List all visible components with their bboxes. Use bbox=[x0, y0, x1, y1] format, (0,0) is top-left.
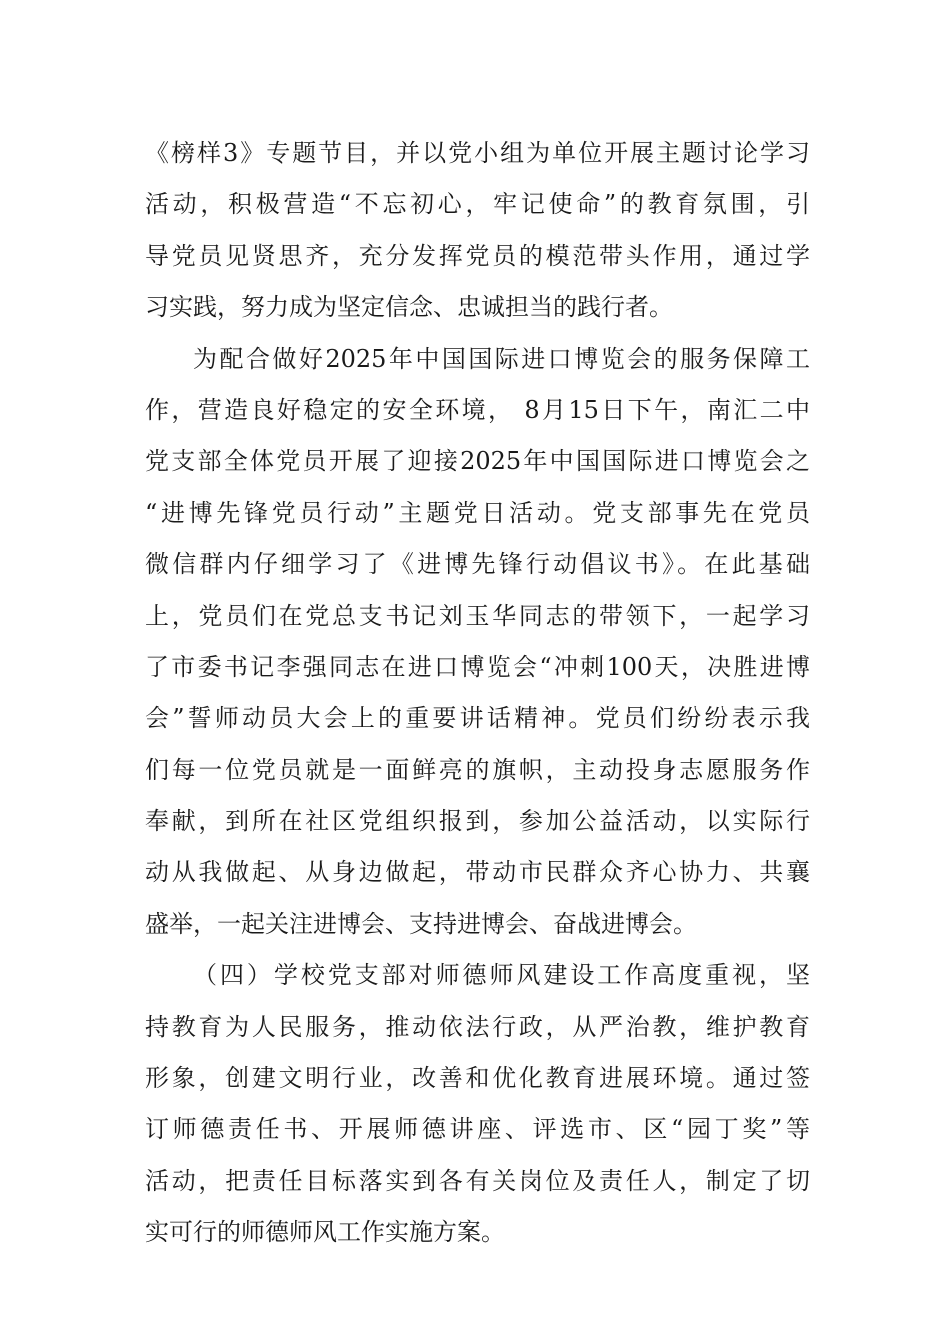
paragraph-line: “进博先锋党员行动”主题党日活动。党支部事先在党员 bbox=[145, 498, 810, 527]
paragraph-line: 订师德责任书、开展师德讲座、评选市、区“园丁奖”等 bbox=[145, 1115, 810, 1144]
paragraph-line: 党支部全体党员开展了迎接2025年中国国际进口博览会之 bbox=[145, 447, 810, 476]
paragraph-line: 微信群内仔细学习了《进博先锋行动倡议书》。在此基础 bbox=[145, 550, 810, 579]
paragraph-line: 活动，积极营造“不忘初心，牢记使命”的教育氛围，引 bbox=[145, 190, 810, 219]
paragraph-line: 形象，创建文明行业，改善和优化教育进展环境。通过签 bbox=[145, 1064, 810, 1093]
paragraph-3 bbox=[145, 950, 810, 1258]
paragraph-line: 奉献，到所在社区党组织报到，参加公益活动，以实际行 bbox=[145, 807, 810, 836]
paragraph-line: 作，营造良好稳定的安全环境， 8月15日下午，南汇二中 bbox=[145, 395, 810, 424]
paragraph-line: 动从我做起、从身边做起，带动市民群众齐心协力、共襄 bbox=[145, 858, 810, 887]
paragraph-line: 们每一位党员就是一面鲜亮的旗帜，主动投身志愿服务作 bbox=[145, 755, 810, 784]
paragraph-line: （四）学校党支部对师德师风建设工作高度重视，坚 bbox=[193, 961, 810, 990]
paragraph-line: 为配合做好2025年中国国际进口博览会的服务保障工 bbox=[193, 344, 810, 373]
paragraph-1 bbox=[145, 128, 810, 334]
document-body bbox=[145, 128, 810, 1259]
paragraph-line: 《榜样3》专题节目，并以党小组为单位开展主题讨论学习 bbox=[145, 139, 810, 167]
paragraph-line: 会”誓师动员大会上的重要讲话精神。党员们纷纷表示我 bbox=[145, 704, 810, 733]
paragraph-line: 导党员见贤思齐，充分发挥党员的模范带头作用，通过学 bbox=[145, 241, 810, 270]
paragraph-2 bbox=[145, 334, 810, 951]
paragraph-line: 上，党员们在党总支书记刘玉华同志的带领下，一起学习 bbox=[145, 601, 810, 630]
paragraph-line: 活动，把责任目标落实到各有关岗位及责任人，制定了切 bbox=[145, 1166, 810, 1195]
paragraph-line: 习实践，努力成为坚定信念、忠诚担当的践行者。 bbox=[145, 293, 673, 322]
paragraph-line: 实可行的师德师风工作实施方案。 bbox=[145, 1218, 505, 1247]
paragraph-line: 持教育为人民服务，推动依法行政，从严治教，维护教育 bbox=[145, 1012, 810, 1041]
paragraph-line: 了市委书记李强同志在进口博览会“冲刺100天，决胜进博 bbox=[145, 652, 810, 681]
paragraph-line: 盛举，一起关注进博会、支持进博会、奋战进博会。 bbox=[145, 909, 697, 938]
